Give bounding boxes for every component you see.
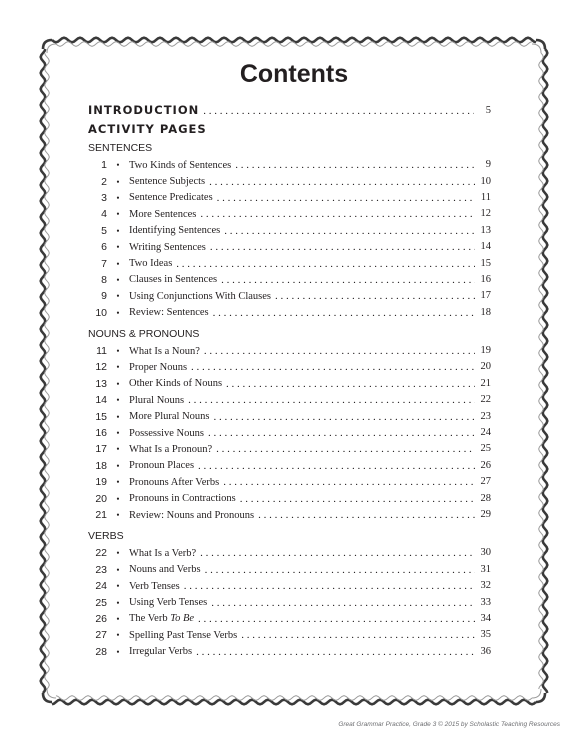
activity-number: 8 xyxy=(101,273,107,286)
activity-number: 14 xyxy=(95,394,107,407)
activity-title-text: Clauses in Sentences xyxy=(129,274,218,286)
toc-entry xyxy=(88,359,491,375)
activity-title-italic: To Be xyxy=(170,613,195,625)
activity-number: 16 xyxy=(95,427,107,440)
section-heading: NOUNS & PRONOUNS xyxy=(88,327,200,340)
toc-entry xyxy=(88,288,491,304)
activity-title xyxy=(129,460,194,471)
activity-title-text: Other Kinds of Nouns xyxy=(129,378,223,390)
border-edge xyxy=(56,42,532,47)
activity-number: 22 xyxy=(95,547,107,560)
activity-title xyxy=(129,225,220,236)
toc-entry xyxy=(88,305,491,321)
page-number: 36 xyxy=(480,645,491,657)
dot-leader xyxy=(258,507,475,523)
dot-leader xyxy=(205,562,475,578)
activity-title xyxy=(129,274,217,285)
activity-title-text: More Sentences xyxy=(129,208,197,220)
toc-entry xyxy=(88,392,491,408)
sections-container xyxy=(88,139,491,660)
page-number: 19 xyxy=(480,345,491,357)
bullet: • xyxy=(116,395,120,406)
activity-title xyxy=(129,510,254,521)
dot-leader xyxy=(221,272,475,288)
introduction-page: 5 xyxy=(485,105,491,116)
dot-leader xyxy=(200,545,475,561)
toc-entry xyxy=(88,562,491,578)
activity-number: 9 xyxy=(101,290,107,303)
activity-title-text: What Is a Pronoun? xyxy=(129,443,213,455)
page-number: 15 xyxy=(480,257,491,269)
border-edge xyxy=(52,38,536,43)
page-number: 9 xyxy=(485,159,491,171)
dot-leader xyxy=(235,157,475,173)
bullet: • xyxy=(116,346,120,357)
activity-title xyxy=(129,613,194,624)
border-corner xyxy=(536,40,545,49)
activity-title xyxy=(129,493,236,504)
toc-entry xyxy=(88,594,491,610)
toc-entry xyxy=(88,441,491,457)
activity-title-text: Identifying Sentences xyxy=(129,225,221,237)
border-corner xyxy=(43,693,52,702)
activity-title-text: Verb Tenses xyxy=(129,580,180,592)
bullet: • xyxy=(116,411,120,422)
activity-number: 13 xyxy=(95,377,107,390)
activity-number: 25 xyxy=(95,596,107,609)
activity-title-text: More Plural Nouns xyxy=(129,411,210,423)
toc-entry xyxy=(88,545,491,561)
bullet: • xyxy=(116,613,120,624)
activity-title xyxy=(129,411,210,422)
activity-title xyxy=(129,362,187,373)
bullet: • xyxy=(116,630,120,641)
activity-number: 19 xyxy=(95,476,107,489)
activity-title xyxy=(129,258,172,269)
bullet: • xyxy=(116,274,120,285)
activity-title-text: Pronouns in Contractions xyxy=(129,493,236,505)
page-number: 10 xyxy=(480,175,491,187)
activity-title xyxy=(129,597,207,608)
dot-leader xyxy=(200,206,475,222)
activity-number: 6 xyxy=(101,241,107,254)
toc-entry xyxy=(88,255,491,271)
dot-leader xyxy=(176,256,475,272)
dot-leader xyxy=(213,305,475,321)
toc-entry xyxy=(88,376,491,392)
activity-title-text: Using Conjunctions With Clauses xyxy=(129,290,272,302)
dot-leader xyxy=(216,441,475,457)
border-corner xyxy=(47,689,56,698)
book-title: Great Grammar Practice, Grade 3 xyxy=(338,721,437,728)
page-number: 31 xyxy=(480,563,491,575)
activity-title-text: Proper Nouns xyxy=(129,361,188,373)
toc-entry xyxy=(88,408,491,424)
bullet: • xyxy=(116,291,120,302)
activity-number: 5 xyxy=(101,224,107,237)
page-number: 12 xyxy=(480,208,491,220)
page-number: 13 xyxy=(480,224,491,236)
activity-title xyxy=(129,477,219,488)
activity-number: 26 xyxy=(95,612,107,625)
bullet: • xyxy=(116,160,120,171)
page-number: 20 xyxy=(480,361,491,373)
dot-leader xyxy=(188,392,475,408)
border-edge xyxy=(539,53,544,689)
bullet: • xyxy=(116,258,120,269)
toc-entry xyxy=(88,173,491,189)
activity-title xyxy=(129,646,192,657)
introduction-label: INTRODUCTION xyxy=(88,103,200,117)
page-number: 11 xyxy=(480,191,491,203)
border-corner xyxy=(532,44,541,53)
activity-number: 23 xyxy=(95,563,107,576)
bullet: • xyxy=(116,477,120,488)
page-number: 28 xyxy=(480,492,491,504)
activity-number: 12 xyxy=(95,361,107,374)
activity-title-text: Nouns and Verbs xyxy=(129,564,201,576)
activity-title xyxy=(129,581,180,592)
toc-entry xyxy=(88,507,491,523)
toc-entry xyxy=(88,627,491,643)
dot-leader xyxy=(203,105,474,117)
activity-number: 17 xyxy=(95,443,107,456)
bullet: • xyxy=(116,242,120,253)
dot-leader xyxy=(184,578,475,594)
activity-title xyxy=(129,160,231,171)
dot-leader xyxy=(204,343,475,359)
bullet: • xyxy=(116,548,120,559)
bullet: • xyxy=(116,176,120,187)
page-number: 35 xyxy=(480,629,491,641)
activity-title-text: Two Kinds of Sentences xyxy=(129,159,232,171)
activity-title xyxy=(129,176,205,187)
activity-title xyxy=(129,630,237,641)
page-number: 24 xyxy=(480,427,491,439)
activity-title-text: Spelling Past Tense Verbs xyxy=(129,629,238,641)
activity-number: 27 xyxy=(95,629,107,642)
activity-title-text: What Is a Verb? xyxy=(129,547,197,559)
dot-leader xyxy=(223,474,475,490)
activity-number: 18 xyxy=(95,459,107,472)
activity-number: 21 xyxy=(95,509,107,521)
bullet: • xyxy=(116,460,120,471)
toc-entry xyxy=(88,190,491,206)
activity-number: 28 xyxy=(95,645,107,658)
activity-number: 2 xyxy=(101,175,107,188)
introduction-entry xyxy=(88,101,491,117)
dot-leader xyxy=(240,491,475,507)
bullet: • xyxy=(116,307,120,318)
activity-number: 15 xyxy=(95,410,107,423)
activity-number: 3 xyxy=(101,191,107,204)
activity-title xyxy=(129,192,213,203)
activity-pages-heading: ACTIVITY PAGES xyxy=(88,122,207,136)
bullet: • xyxy=(116,597,120,608)
bullet: • xyxy=(116,192,120,203)
border-edge xyxy=(543,49,548,693)
activity-number: 11 xyxy=(96,345,107,358)
activity-title-text: Pronoun Places xyxy=(129,460,195,472)
dot-leader xyxy=(217,190,475,206)
toc-entry xyxy=(88,644,491,660)
dot-leader xyxy=(226,376,475,392)
page-number: 23 xyxy=(480,410,491,422)
bullet: • xyxy=(116,444,120,455)
activity-title xyxy=(129,548,196,559)
page-number: 29 xyxy=(480,509,491,520)
toc-entry xyxy=(88,157,491,173)
dot-leader xyxy=(198,458,475,474)
border-corner xyxy=(536,693,545,702)
bullet: • xyxy=(116,493,120,504)
section-heading: SENTENCES xyxy=(88,142,153,154)
toc-entry xyxy=(88,458,491,474)
activity-title xyxy=(129,242,206,253)
table-of-contents xyxy=(88,101,491,660)
dot-leader xyxy=(191,359,475,375)
activity-number: 24 xyxy=(95,580,107,593)
activity-title-text: Two Ideas xyxy=(129,258,173,270)
toc-entry xyxy=(88,611,491,627)
page-number: 27 xyxy=(480,476,491,488)
bullet: • xyxy=(116,646,120,657)
section-heading: VERBS xyxy=(88,530,124,543)
page-number: 18 xyxy=(480,306,491,318)
activity-number: 1 xyxy=(101,159,107,172)
activity-title-text: The Verb xyxy=(129,613,171,625)
activity-title-text: Review: Nouns and Pronouns xyxy=(129,509,255,521)
copyright-footer xyxy=(338,721,560,728)
activity-number: 10 xyxy=(95,306,107,319)
border-corner xyxy=(43,40,52,49)
activity-title-text: Using Verb Tenses xyxy=(129,597,208,609)
activity-title xyxy=(129,564,201,575)
dot-leader xyxy=(196,644,475,660)
toc-entry xyxy=(88,578,491,594)
activity-title-text: Sentence Subjects xyxy=(129,176,206,188)
dot-leader xyxy=(209,174,475,190)
toc-entry xyxy=(88,239,491,255)
border-corner xyxy=(47,44,56,53)
dot-leader xyxy=(214,409,476,425)
activity-title-text: Possessive Nouns xyxy=(129,427,204,439)
bullet: • xyxy=(116,564,120,575)
page-number: 21 xyxy=(480,377,491,389)
activity-title xyxy=(129,395,184,406)
dot-leader xyxy=(224,223,475,239)
activity-title-text: Plural Nouns xyxy=(129,394,185,406)
dot-leader xyxy=(211,595,475,611)
activity-title xyxy=(129,346,200,357)
activity-title xyxy=(129,378,222,389)
page-number: 34 xyxy=(480,612,491,624)
page-number: 16 xyxy=(480,273,491,285)
dot-leader xyxy=(241,627,475,643)
toc-entry xyxy=(88,223,491,239)
bullet: • xyxy=(116,428,120,439)
activity-title xyxy=(129,291,271,302)
page-number: 30 xyxy=(480,547,491,559)
dot-leader xyxy=(275,288,475,304)
activity-title xyxy=(129,444,212,455)
border-corner xyxy=(532,689,541,698)
bullet: • xyxy=(116,209,120,220)
page-number: 22 xyxy=(480,394,491,406)
toc-entry xyxy=(88,343,491,359)
page-number: 33 xyxy=(480,596,491,608)
page-number: 25 xyxy=(480,443,491,455)
page-title: Contents xyxy=(239,60,349,88)
activity-title xyxy=(129,307,209,318)
activity-title xyxy=(129,428,204,439)
dot-leader xyxy=(208,425,475,441)
activity-title xyxy=(129,209,196,220)
activity-title-text: Sentence Predicates xyxy=(129,192,213,204)
activity-title-text: Pronouns After Verbs xyxy=(129,476,220,488)
activity-number: 4 xyxy=(101,208,107,221)
page-number: 32 xyxy=(480,580,491,592)
bullet: • xyxy=(116,362,120,373)
bullet: • xyxy=(116,581,120,592)
bullet: • xyxy=(116,378,120,389)
dot-leader xyxy=(210,239,475,255)
dot-leader xyxy=(198,611,475,627)
bullet: • xyxy=(116,510,120,520)
toc-entry xyxy=(88,425,491,441)
toc-entry xyxy=(88,490,491,506)
toc-entry xyxy=(88,272,491,288)
activity-title-text: Writing Sentences xyxy=(129,241,206,253)
activity-number: 7 xyxy=(101,257,107,270)
activity-number: 20 xyxy=(95,492,107,505)
activity-title-text: Review: Sentences xyxy=(129,307,209,319)
activity-title-text: Irregular Verbs xyxy=(129,646,193,658)
page-number: 17 xyxy=(480,290,491,302)
toc-entry xyxy=(88,206,491,222)
page-number: 14 xyxy=(480,241,491,253)
copyright-text: © 2015 by Scholastic Teaching Resources xyxy=(436,721,560,728)
toc-entry xyxy=(88,474,491,490)
activity-title-text: What Is a Noun? xyxy=(129,345,200,357)
page-number: 26 xyxy=(480,459,491,471)
bullet: • xyxy=(116,225,120,236)
